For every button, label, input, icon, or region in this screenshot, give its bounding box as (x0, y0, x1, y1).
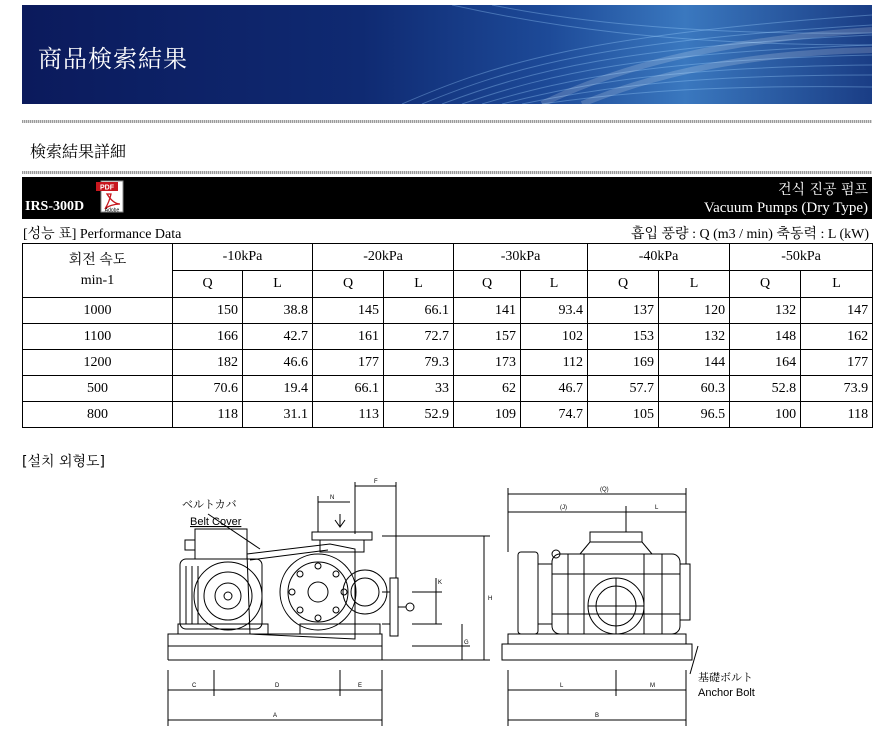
performance-label: [성능 표] Performance Data (23, 227, 182, 242)
table-row (23, 324, 873, 350)
rpm-cell: 1100 (23, 324, 173, 350)
detail-title: 検索結果詳細 (30, 142, 127, 161)
value-cell: 73.9 (801, 376, 873, 402)
table-row (23, 350, 873, 376)
inlet-flange (312, 532, 372, 540)
dim-e: E (358, 683, 363, 689)
base-frame-front (508, 634, 686, 644)
q-header: Q (454, 271, 521, 298)
base-frame-side (168, 634, 382, 646)
l-header: L (659, 271, 730, 298)
performance-table (22, 243, 873, 428)
dim-m: M (650, 683, 655, 689)
value-cell: 161 (313, 324, 384, 350)
value-cell: 52.9 (384, 402, 454, 428)
rpm-cell: 1000 (23, 298, 173, 324)
rpm-cell: 800 (23, 402, 173, 428)
value-cell: 137 (588, 298, 659, 324)
pump-casing (280, 554, 356, 630)
dim-n: N (330, 495, 335, 501)
pdf-download-icon[interactable] (96, 180, 128, 213)
dim-c: C (192, 683, 197, 689)
installation-title: [설치 외형도] (22, 454, 105, 470)
value-cell: 109 (454, 402, 521, 428)
dim-b: B (595, 713, 600, 719)
table-row (23, 402, 873, 428)
belt-cover-label-en: Belt Cover (190, 516, 242, 528)
value-cell: 19.4 (243, 376, 313, 402)
separator-top (22, 120, 872, 123)
performance-units: 흡입 풍량 : Q (m3 / min) 축동력 : L (kW) (630, 227, 869, 242)
table-header-row (23, 244, 873, 271)
value-cell: 166 (173, 324, 243, 350)
l-header: L (243, 271, 313, 298)
value-cell: 153 (588, 324, 659, 350)
table-row (23, 376, 873, 402)
value-cell: 148 (730, 324, 801, 350)
value-cell: 177 (801, 350, 873, 376)
value-cell: 141 (454, 298, 521, 324)
rpm-cell: 500 (23, 376, 173, 402)
value-cell: 113 (313, 402, 384, 428)
value-cell: 147 (801, 298, 873, 324)
pressure-header: -30kPa (454, 244, 588, 271)
belt-cover-label-jp: ベルトカバ (182, 499, 237, 511)
value-cell: 164 (730, 350, 801, 376)
value-cell: 120 (659, 298, 730, 324)
rpm-cell: 1200 (23, 350, 173, 376)
value-cell: 38.8 (243, 298, 313, 324)
motor-end (518, 552, 538, 634)
separator-detail (22, 171, 872, 174)
pressure-header: -40kPa (588, 244, 730, 271)
pdf-icon-label: PDF (100, 184, 114, 192)
dim-d: D (275, 683, 280, 689)
value-cell: 66.1 (313, 376, 384, 402)
value-cell: 93.4 (521, 298, 588, 324)
value-cell: 177 (313, 350, 384, 376)
l-header: L (521, 271, 588, 298)
dim-h: H (488, 596, 493, 602)
value-cell: 60.3 (659, 376, 730, 402)
dim-j: (J) (560, 505, 567, 511)
value-cell: 74.7 (521, 402, 588, 428)
anchor-bolt-label-en: Anchor Bolt (698, 687, 755, 699)
table-row (23, 298, 873, 324)
value-cell: 62 (454, 376, 521, 402)
value-cell: 173 (454, 350, 521, 376)
value-cell: 145 (313, 298, 384, 324)
value-cell: 105 (588, 402, 659, 428)
value-cell: 52.8 (730, 376, 801, 402)
anchor-bolt-label-jp: 基礎ボルト (698, 672, 753, 684)
dim-q: (Q) (600, 487, 609, 493)
value-cell: 72.7 (384, 324, 454, 350)
value-cell: 118 (173, 402, 243, 428)
dim-a: A (273, 713, 278, 719)
value-cell: 162 (801, 324, 873, 350)
banner-title: 商品検索結果 (38, 45, 188, 73)
value-cell: 102 (521, 324, 588, 350)
product-header (22, 177, 872, 219)
dim-l: L (560, 683, 564, 689)
l-header: L (384, 271, 454, 298)
value-cell: 144 (659, 350, 730, 376)
value-cell: 33 (384, 376, 454, 402)
value-cell: 157 (454, 324, 521, 350)
product-type-en: Vacuum Pumps (Dry Type) (703, 200, 868, 216)
q-header: Q (588, 271, 659, 298)
pressure-header: -20kPa (313, 244, 454, 271)
speed-header-cell (23, 244, 173, 298)
value-cell: 112 (521, 350, 588, 376)
value-cell: 169 (588, 350, 659, 376)
terminal-box (195, 529, 247, 559)
value-cell: 42.7 (243, 324, 313, 350)
dim-l-top: L (655, 505, 659, 511)
dim-g: G (464, 640, 469, 646)
pressure-header: -50kPa (730, 244, 873, 271)
outlet-flange (390, 578, 398, 636)
product-model: IRS-300D (25, 199, 85, 214)
value-cell: 118 (801, 402, 873, 428)
q-header: Q (173, 271, 243, 298)
dim-k: K (438, 580, 443, 586)
value-cell: 31.1 (243, 402, 313, 428)
value-cell: 96.5 (659, 402, 730, 428)
header-banner (22, 5, 872, 104)
pressure-header: -10kPa (173, 244, 313, 271)
value-cell: 132 (730, 298, 801, 324)
value-cell: 57.7 (588, 376, 659, 402)
q-header: Q (313, 271, 384, 298)
q-header: Q (730, 271, 801, 298)
speed-unit: min-1 (80, 272, 115, 288)
value-cell: 182 (173, 350, 243, 376)
value-cell: 100 (730, 402, 801, 428)
value-cell: 70.6 (173, 376, 243, 402)
dim-f: F (374, 479, 378, 485)
pdf-icon-brand: Adobe (104, 207, 120, 213)
value-cell: 66.1 (384, 298, 454, 324)
value-cell: 132 (659, 324, 730, 350)
value-cell: 150 (173, 298, 243, 324)
value-cell: 46.6 (243, 350, 313, 376)
installation-drawing (150, 474, 790, 734)
l-header: L (801, 271, 873, 298)
product-type-kr: 건식 진공 펌프 (777, 182, 868, 198)
value-cell: 46.7 (521, 376, 588, 402)
speed-header: 회전 속도 (68, 252, 127, 268)
value-cell: 79.3 (384, 350, 454, 376)
